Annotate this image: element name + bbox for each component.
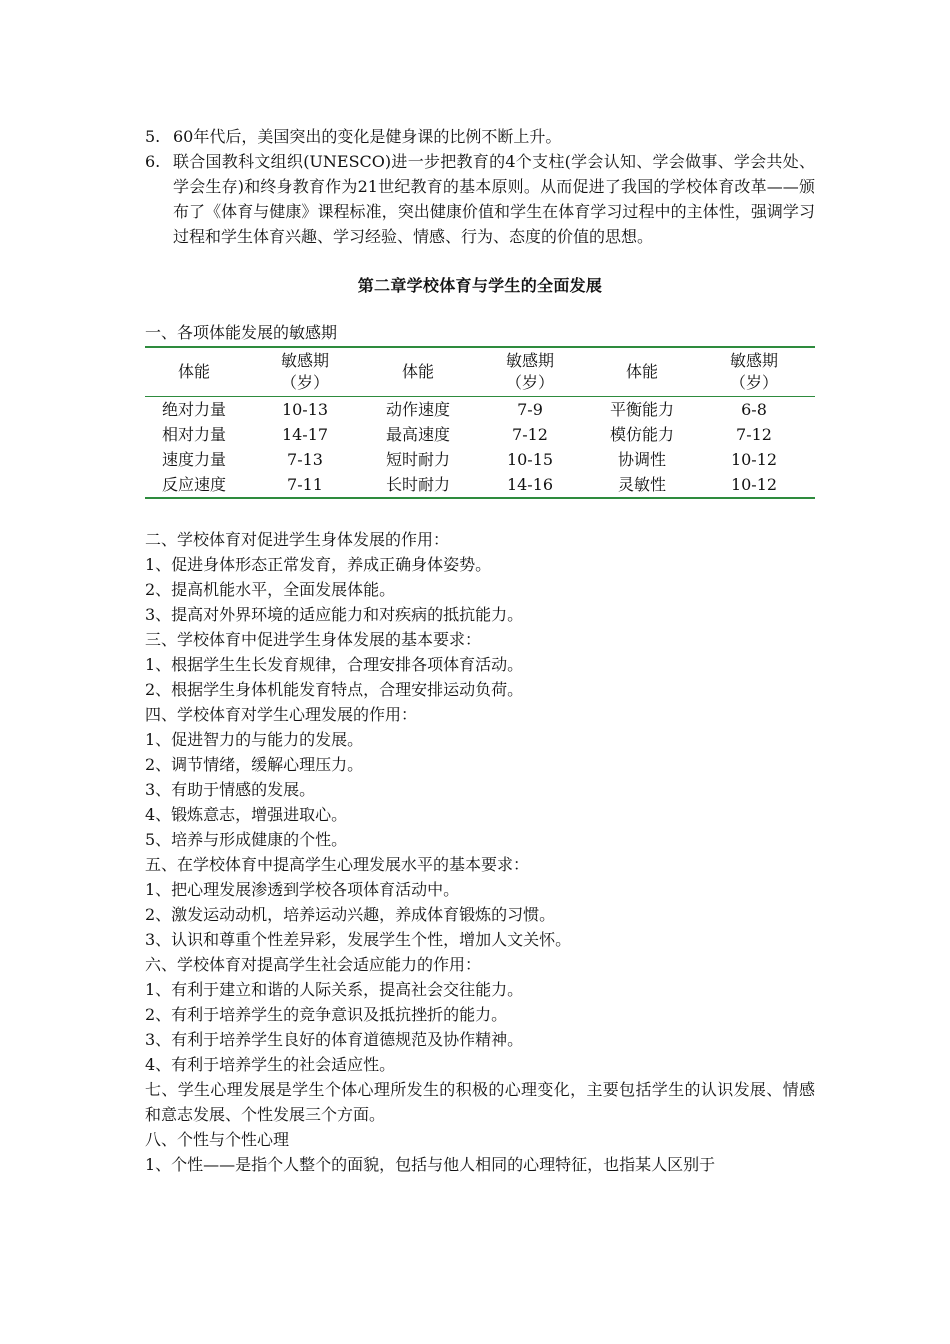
table-row xyxy=(145,472,815,498)
chapter-title: 第二章学校体育与学生的全面发展 xyxy=(357,276,603,295)
list-text: 60年代后，美国突出的变化是健身课的比例不断上升。 xyxy=(173,127,562,146)
list-item: 1、促进身体形态正常发育，养成正确身体姿势。 xyxy=(145,555,492,574)
table-cell: 最高速度 xyxy=(385,425,450,444)
table-cell: 7-12 xyxy=(736,425,772,444)
header-ability: 体能 xyxy=(401,362,434,381)
list-item: 1、根据学生生长发育规律，合理安排各项体育活动。 xyxy=(145,655,524,674)
section-heading: 二、学校体育对促进学生身体发展的作用： xyxy=(145,530,450,549)
table-cell: 14-16 xyxy=(506,475,554,494)
table-heading: 一、各项体能发展的敏感期 xyxy=(145,323,338,342)
list-item: 4、有利于培养学生的社会适应性。 xyxy=(145,1055,396,1074)
header-period: 敏感期 （岁） xyxy=(729,351,778,392)
section-heading: 六、学校体育对提高学生社会适应能力的作用： xyxy=(145,955,482,974)
table-cell: 7-11 xyxy=(287,475,323,494)
table-cell: 反应速度 xyxy=(161,475,226,494)
table-cell: 10-12 xyxy=(730,475,778,494)
table-cell: 10-15 xyxy=(506,450,554,469)
list-item: 3、提高对外界环境的适应能力和对疾病的抵抗能力。 xyxy=(145,605,524,624)
list-item xyxy=(145,124,815,149)
table-cell: 模仿能力 xyxy=(609,425,674,444)
list-item: 3、认识和尊重个性差异彩，发展学生个性，增加人文关怀。 xyxy=(145,930,572,949)
table-cell: 10-12 xyxy=(730,450,778,469)
list-number: 6. xyxy=(145,152,161,171)
list-item xyxy=(145,149,815,249)
table-cell: 绝对力量 xyxy=(161,400,226,419)
list-item: 2、提高机能水平，全面发展体能。 xyxy=(145,580,396,599)
table-cell: 短时耐力 xyxy=(385,450,450,469)
list-item: 1、个性——是指个人整个的面貌，包括与他人相同的心理特征，也指某人区别于 xyxy=(145,1155,716,1174)
table-cell: 速度力量 xyxy=(161,450,226,469)
list-text: 联合国教科文组织(UNESCO)进一步把教育的4个支柱(学会认知、学会做事、学会共处、学会生存)和终身教育作为21世纪教育的基本原则。从而促进了我国的学校体育改革——颁布了《体育与健康》课程标准，突出健康价值和学生在体育学习过程中的主体性，强调学习过程和学生体育兴趣、学习经验、情感、行为、态度的价值的思想。 xyxy=(173,152,815,246)
list-item: 2、调节情绪，缓解心理压力。 xyxy=(145,755,364,774)
sensitive-period-table xyxy=(145,346,815,499)
list-item: 4、锻炼意志，增强进取心。 xyxy=(145,805,348,824)
list-item: 3、有利于培养学生良好的体育道德规范及协作精神。 xyxy=(145,1030,524,1049)
table-row xyxy=(145,447,815,472)
list-item: 2、根据学生身体机能发育特点，合理安排运动负荷。 xyxy=(145,680,524,699)
table-cell: 协调性 xyxy=(617,450,666,469)
table-cell: 长时耐力 xyxy=(385,475,450,494)
list-item: 1、把心理发展渗透到学校各项体育活动中。 xyxy=(145,880,460,899)
table-cell: 相对力量 xyxy=(161,425,226,444)
section-heading: 三、学校体育中促进学生身体发展的基本要求： xyxy=(145,630,482,649)
list-item: 2、有利于培养学生的竞争意识及抵抗挫折的能力。 xyxy=(145,1005,508,1024)
list-item: 3、有助于情感的发展。 xyxy=(145,780,316,799)
section-heading: 八、个性与个性心理 xyxy=(145,1130,290,1149)
list-number: 5. xyxy=(145,127,161,146)
table-cell: 7-13 xyxy=(287,450,323,469)
section-paragraph: 七、学生心理发展是学生个体心理所发生的积极的心理变化，主要包括学生的认识发展、情感和意志发展、个性发展三个方面。 xyxy=(145,1080,815,1124)
table-cell: 6-8 xyxy=(741,400,767,419)
table-cell: 14-17 xyxy=(281,425,329,444)
document-page xyxy=(145,124,815,1177)
intro-list xyxy=(145,124,815,249)
table-row xyxy=(145,397,815,423)
section-heading: 四、学校体育对学生心理发展的作用： xyxy=(145,705,418,724)
table-row xyxy=(145,422,815,447)
section-heading: 五、在学校体育中提高学生心理发展水平的基本要求： xyxy=(145,855,530,874)
header-ability: 体能 xyxy=(625,362,658,381)
header-period: 敏感期 （岁） xyxy=(280,351,329,392)
body-paragraphs xyxy=(145,527,815,1177)
table-cell: 7-9 xyxy=(517,400,543,419)
table-header-row xyxy=(145,347,815,397)
list-item: 1、促进智力的与能力的发展。 xyxy=(145,730,364,749)
header-ability: 体能 xyxy=(177,362,210,381)
list-item: 2、激发运动动机，培养运动兴趣，养成体育锻炼的习惯。 xyxy=(145,905,556,924)
table-cell: 平衡能力 xyxy=(609,400,674,419)
table-cell: 灵敏性 xyxy=(617,475,666,494)
table-cell: 动作速度 xyxy=(385,400,450,419)
list-item: 5、培养与形成健康的个性。 xyxy=(145,830,348,849)
header-period: 敏感期 （岁） xyxy=(505,351,554,392)
table-cell: 10-13 xyxy=(281,400,329,419)
list-item: 1、有利于建立和谐的人际关系，提高社会交往能力。 xyxy=(145,980,524,999)
table-cell: 7-12 xyxy=(512,425,548,444)
